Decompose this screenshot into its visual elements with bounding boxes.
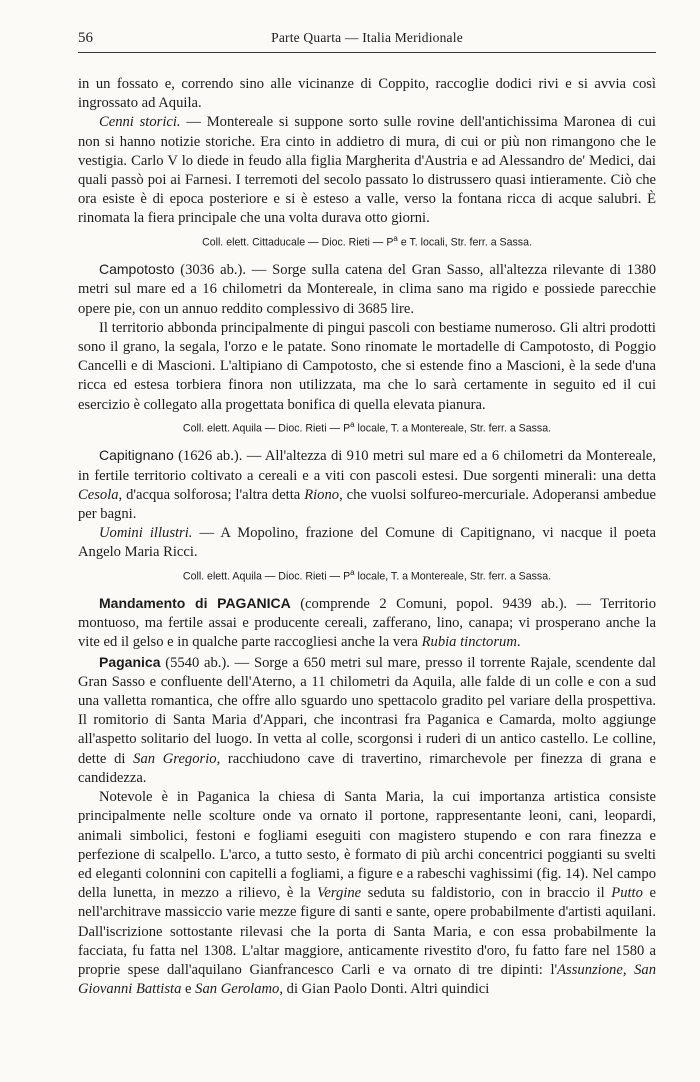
body-text [78,75,656,999]
note-superscript: a [393,233,398,243]
paragraph-coppito: in un fossato e, correndo sino alle vicinanze di Coppito, raccoglie dodici rivi e si avvia così ingrossato ad Aquila. [78,76,656,112]
note-text: Coll. elett. Aquila — Dioc. Rieti — P [182,422,351,435]
entry-lead: Paganica [99,653,161,670]
paragraph-text: — Montereale si suppone sorto sulle rovine dell'antichissima Maronea di cui non si hanno notizie storiche. Era cinto in addietro di mura, di cui or più non rimangono che le vestigia. Carlo V lo diede in feudo alla figlia Margherita d'Austria e ad Alessandro de' Medici, dai quali passò poi ai Farnesi. I terremoti del secolo passato lo distrussero quasi intieramente. Ciò che ora esiste è di epoca posteriore e si è esteso a valle, verso la fontana ricca di acque salubri. È rinomata la fiera principale che una volta durava otto giorni. [78,114,656,227]
admin-note-campotosto [78,416,656,438]
italic-term: Riono [304,486,340,503]
admin-note-capitignano [78,564,656,586]
paragraph-text: (5540 ab.). — Sorge a 650 metri sul mare, presso il torrente Rajale, scendente dal Gran Sasso e confluente dell'Aterno, a 11 chilometri da Aquila, alle falde di un colle e con a sud una valletta romantica, che offre allo sguardo uno spettacolo gradito pel variare della prospettiva. Il romitorio di Santa Maria d'Appari, che incontrasi fra Paganica e Camarda, molto aggiunge all'aspetto solitario del luogo. In vetta al colle, scorgonsi i ruderi di un antico castello. Le colline, dette di [78,654,656,767]
italic-term: San Gregorio [133,750,217,767]
note-text: locale, T. a Montereale, Str. ferr. a Sassa. [354,422,552,435]
entry-lead: Mandamento di [99,595,218,612]
page [78,24,656,999]
paragraph-text: , di Gian Paolo Donti. Altri quindici [279,981,490,998]
paragraph-santa-maria [78,788,656,999]
paragraph-text: Notevole è in Paganica la chiesa di Santa Maria, la cui importanza artistica consiste principalmente nelle scolture onde va ornato il portone, rappresentante leoni, cani, leopardi, animali simbolici, festoni e fogliami eseguiti con magistero stupendo e con rara finezza e perfezione di scalpello. L'arco, a tutto sesto, è formato di più archi concentrici poggianti su svelti ed eleganti colonnini con capitelli a fogliami, a figure e a rabeschi vaghissimi (fig. 14). Nel campo della lunetta, in mezzo a rilievo, è la [78,789,656,902]
note-superscript: a [350,567,355,577]
italic-term: Putto [611,885,643,902]
paragraph-text: , racchiudono cave di travertino, rimarchevole per finezza di grana e candidezza. [78,750,656,786]
note-text: Coll. elett. Cittaducale — Dioc. Rieti — P [202,236,394,249]
note-text: locale, T. a Montereale, Str. ferr. a Sassa. [354,570,552,583]
paragraph-capitignano [78,446,656,524]
italic-term: Vergine [317,885,362,902]
paragraph-text: , che vuolsi solfureo-mercuriale. Adoperansi ambedue per bagni. [78,486,657,522]
paragraph-text: . [516,634,521,651]
paragraph-text: e [181,981,196,998]
paragraph-uomini-illustri [78,524,656,562]
paragraph-text: (comprende 2 Comuni, popol. 9439 ab.). — Territorio montuoso, ma fertile assai e producente cereali, zafferano, lino, canapa; vi prosperano anche la vite ed il gelso e in qualche parte raccogliesi anche la vera [78,596,656,651]
page-header [78,24,656,53]
paragraph-text: (1626 ab.). — All'altezza di 910 metri sul mare ed a 6 chilometri da Montereale, in fertile territorio coltivato a cereali e a viti con pascoli estesi. Due sorgenti minerali: una detta [78,448,656,484]
italic-term: San Gerolamo [195,981,280,998]
section-lead: Uomini illustri. [99,525,193,542]
note-text: e T. locali, Str. ferr. a Sassa. [397,236,532,249]
running-title: Parte Quarta — Italia Meridionale [271,30,463,45]
paragraph-text: (3036 ab.). — Sorge sulla catena del Gran Sasso, all'altezza rilevante di 1380 metri sul mare ed a 16 chilometri da Montereale, in clima sano ma rigido e possiede parecchie opere pie, con un annuo reddito complessivo di 3685 lire. [78,262,656,317]
italic-term: Cesola [78,486,119,503]
admin-note-montereale [78,230,656,252]
section-lead: Cenni storici. [99,114,181,131]
paragraph-text: — A Mopolino, frazione del Comune di Capitignano, vi nacque il poeta Angelo Maria Ricci. [78,525,657,561]
paragraph-cenni-storici [78,113,656,228]
paragraph-campotosto [78,260,656,319]
page-number: 56 [78,30,93,46]
entry-lead: Capitignano [99,447,174,464]
entry-lead: Campotosto [99,261,175,278]
paragraph-text: e nell'architrave massiccio varie mezze figure di santi e sante, opere probabilmente d'artisti aquilani. Dall'iscrizione sottostante rilevasi che la porta di Santa Maria, e con essa probabilmente la facciata, fu fatta nel 1308. L'altar maggiore, anticamente rivestito d'oro, fu fatto fare nel 1580 a proprie spese dall'aquilano Gianfrancesco Carli e va ornato di tre dipinti: l' [78,885,656,978]
paragraph-text: seduta su faldistorio, con in braccio il [361,885,612,902]
note-text: Coll. elett. Aquila — Dioc. Rieti — P [182,570,351,583]
paragraph-campotosto-territorio: Il territorio abbonda principalmente di pingui pascoli con bestiame numeroso. Gli altri prodotti sono il grano, la segala, l'orzo e le patate. Sono rinomate le mortadelle di Campotosto, di Poggio Cancelli e di Mascioni. L'altipiano di Campotosto, che si estende fino a Mascioni, è la sede d'una ricca ed estesa torbiera finora non utilizzata, ma che lo sarà certamente in seguito ed il cui esercizio è collegato alla progettata bonifica di quella elevata pianura. [78,319,656,413]
italic-term: Rubia tinctorum [421,634,517,651]
italic-term: Assunzione, San Giovanni Battista [78,961,656,998]
entry-name: PAGANICA [217,595,291,612]
paragraph-mandamento-paganica [78,594,656,653]
paragraph-text: , d'acqua solforosa; l'altra detta [118,486,305,503]
paragraph-paganica [78,653,656,788]
note-superscript: a [350,419,355,429]
